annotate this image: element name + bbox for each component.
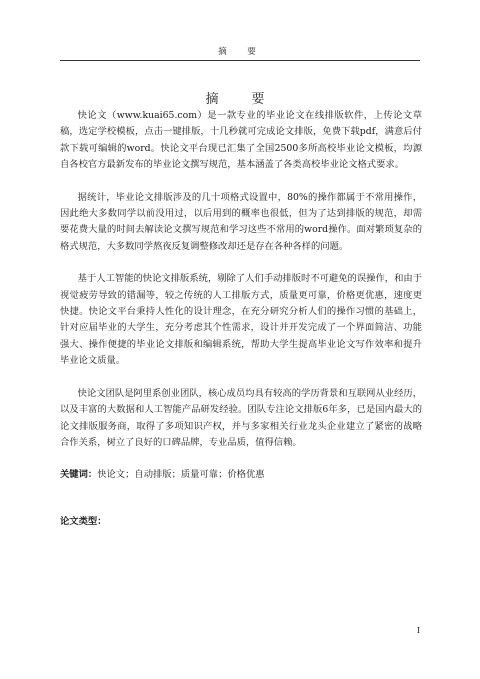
- page-title: 摘 要: [205, 92, 275, 107]
- abstract-body: [60, 108, 422, 530]
- keywords-value: 快论文；自动排版；质量可靠；价格优惠: [97, 469, 265, 481]
- running-header: 摘 要: [60, 44, 420, 61]
- keywords-label: 关键词：: [60, 469, 98, 481]
- paper-type-label: 论文类型：: [60, 515, 107, 527]
- paragraph-1: 快论文（www.kuai65.com）是一款专业的毕业论文在线排版软件，上传论文草稿，选定学校模板，点击一键排版，十几秒就可完成论文排版，免费下载pdf，满意后付款下载可编辑的word。快论文平台现已汇集了全国2500多所高校毕业论文模板，均源自各校官方最新发布的毕业论文撰写规范，基本涵盖了各类高校毕业论文格式要求。: [60, 110, 422, 171]
- paper-type-row: [60, 514, 422, 530]
- keywords-row: [60, 467, 422, 483]
- paragraph-3: 基于人工智能的快论文排版系统，剔除了人们手动排版时不可避免的误操作，和由于视觉疲劳导致的错漏等，较之传统的人工排版方式，质量更可靠，价格更优惠，速度更快捷。快论文平台秉持人性化的设计理念，在充分研究分析人们的操作习惯的基础上，针对应届毕业的大学生，充分考虑其个性需求，设计并开发完成了一个界面简洁、功能强大、操作便捷的毕业论文排版和编辑系统，帮助大学生提高毕业论文写作效率和提升毕业论文质量。: [60, 273, 422, 367]
- paragraph-4: 快论文团队是阿里系创业团队，核心成员均具有较高的学历背景和互联网从业经历，以及丰富的大数据和人工智能产品研发经验。团队专注论文排版6年多，已是国内最大的论文排版服务商，取得了多项知识产权，并与多家相关行业龙头企业建立了紧密的战略合作关系，树立了良好的口碑品牌，专业品质，值得信赖。: [60, 387, 422, 448]
- paragraph-2: 据统计，毕业论文排版涉及的几十项格式设置中，80%的操作都属于不常用操作，因此绝大多数同学以前没用过，以后用到的概率也很低，但为了达到排版的规范，却需要花费大量的时间去解读论文撰写规范和学习这些不常用的word操作。面对繁琐复杂的格式规范，大多数同学熬夜反复调整修改却还是存在各种各样的问题。: [60, 191, 422, 252]
- page-number: I: [416, 626, 420, 635]
